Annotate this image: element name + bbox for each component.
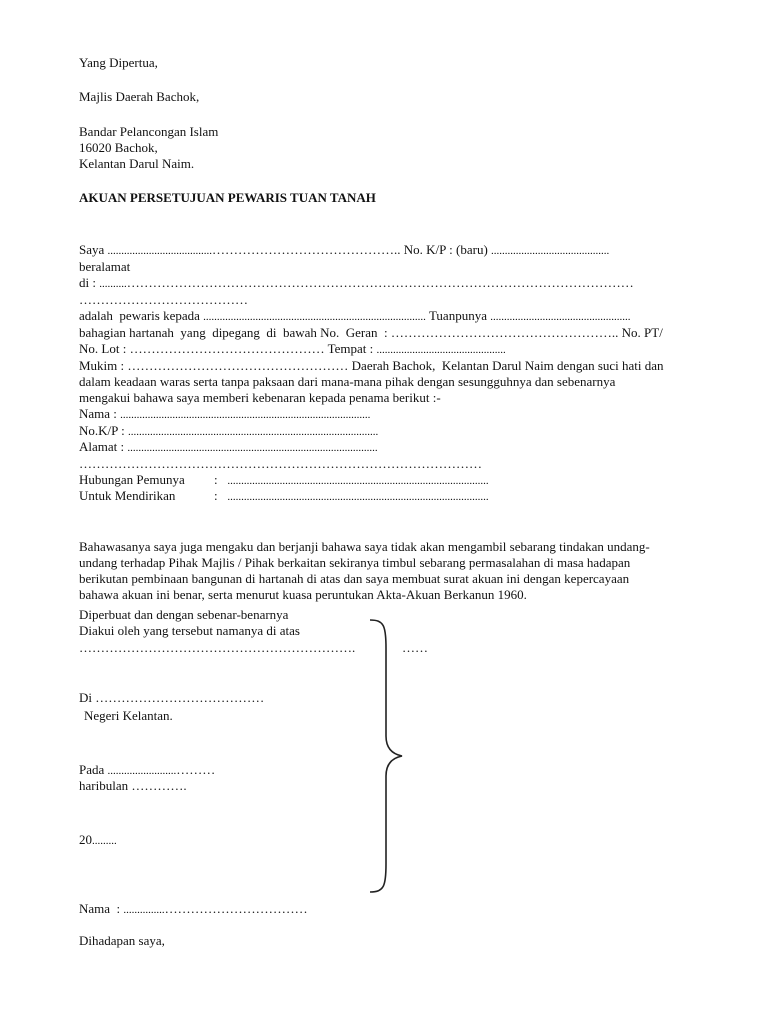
- beralamat-label: beralamat: [79, 259, 131, 274]
- nolot-line: [79, 341, 506, 358]
- year-dots: .........: [92, 835, 117, 847]
- nama-sign-line: [79, 901, 308, 918]
- mukim-line: [79, 358, 664, 374]
- diperbuat-line: Diperbuat dan dengan sebenar-benarnya: [79, 607, 289, 622]
- year-label: 20: [79, 832, 92, 847]
- nokp2-dots: ...........................................................................................: [128, 426, 379, 438]
- adalah-line: [79, 308, 630, 325]
- alamat-dots: ...........................................................................................: [127, 442, 378, 454]
- nama-colon: :: [113, 406, 117, 421]
- tuanpunya-label: Tuanpunya: [428, 308, 487, 323]
- document-title: AKUAN PERSETUJUAN PEWARIS TUAN TANAH: [79, 190, 376, 205]
- declaration-line-3: berikutan pembinaan bangunan di hartanah di atas dan saya membuat surat akuan ini dengan kepercayaan: [79, 571, 630, 586]
- address-line-4: 16020 Bachok,: [79, 140, 158, 155]
- di-line: [79, 275, 634, 292]
- adalah-dots: .................................................................................: [203, 311, 426, 323]
- curly-brace: [364, 618, 408, 894]
- saya-label: Saya: [79, 242, 105, 257]
- nama-row: [79, 406, 370, 423]
- alamat-row: [79, 439, 378, 456]
- address-line-2: Majlis Daerah Bachok,: [79, 89, 200, 104]
- geran-dots: ……………………………………………..: [390, 325, 619, 340]
- nolot-dots: ………………………………………: [129, 341, 325, 356]
- address-line-1: Yang Dipertua,: [79, 55, 158, 70]
- mengakui-line: mengakui bahawa saya memberi kebenaran kepada penama berikut :-: [79, 390, 441, 405]
- year-line: [79, 832, 117, 849]
- alamat-label: Alamat :: [79, 439, 125, 454]
- mendirikan-dots: ...............................................................................................: [227, 491, 489, 503]
- negeri-line: Negeri Kelantan.: [84, 708, 173, 723]
- pada-line: [79, 762, 215, 779]
- tuanpunya-dots: ...................................................: [490, 311, 631, 323]
- mendirikan-colon: :: [214, 488, 218, 503]
- keadaan-line: dalam keadaan waras serta tanpa paksaan dari mana-mana pihak dengan sesungguhnya dan sebenarnya: [79, 374, 616, 389]
- alamat-line-2: …………………………………………………………………………………: [79, 456, 482, 471]
- bahagian-label: bahagian hartanah yang dipegang di bawah No. Geran :: [79, 325, 388, 340]
- declaration-line-2: undang terhadap Pihak Majlis / Pihak berkaitan sekiranya timbul sebarang permasalahan di masa hadapan: [79, 555, 631, 570]
- mukim-label: Mukim :: [79, 358, 125, 373]
- mendirikan-label: Untuk Mendirikan: [79, 488, 176, 503]
- diakui-line: Diakui oleh yang tersebut namanya di atas: [79, 623, 300, 638]
- tempat-dots: ...............................................: [376, 344, 506, 356]
- nama-sign-dots-small: ...............: [123, 904, 165, 916]
- pada-dots-large: ………: [176, 762, 216, 777]
- nama-sign-dots-large: ……………………………: [164, 901, 308, 916]
- nopt-label: No. PT/: [621, 325, 663, 340]
- di-sign-label: Di: [79, 690, 92, 705]
- di-dots-small: ..........: [99, 278, 127, 290]
- mukim-rest: Daerah Bachok, Kelantan Darul Naim dengan suci hati dan: [351, 358, 664, 373]
- hubungan-field: [214, 472, 489, 489]
- hubungan-colon: :: [214, 472, 218, 487]
- address-line-5: Kelantan Darul Naim.: [79, 156, 195, 171]
- saya-line: [79, 242, 609, 259]
- di-sign-dots: …………………………………: [95, 690, 265, 705]
- nokp-label: No. K/P : (baru): [403, 242, 488, 257]
- nokp2-label: No.K/P :: [79, 423, 125, 438]
- pada-label: Pada: [79, 762, 105, 777]
- nokp2-row: [79, 423, 378, 440]
- address-line-3: Bandar Pelancongan Islam: [79, 124, 219, 139]
- di-line-2: …………………………………: [79, 292, 248, 307]
- declaration-line-4: bahawa akuan ini benar, serta menurut kuasa peruntukan Akta-Akuan Berkanun 1960.: [79, 587, 527, 602]
- di-sign-line: [79, 690, 264, 706]
- hubungan-label: Hubungan Pemunya: [79, 472, 185, 487]
- pada-dots-small: .........................: [107, 765, 177, 777]
- nama-dots: ...........................................................................................: [120, 409, 371, 421]
- di-label: di :: [79, 275, 96, 290]
- haribulan-line: haribulan ………….: [79, 778, 187, 793]
- mendirikan-field: [214, 488, 489, 505]
- nama-sign-label: Nama :: [79, 901, 121, 916]
- bahagian-line: [79, 325, 663, 341]
- hubungan-dots: ...............................................................................................: [227, 475, 489, 487]
- signature-dots: ……………………………………………………….: [79, 640, 356, 655]
- tempat-label: Tempat :: [327, 341, 374, 356]
- di-dots-large: ………………………………………………………………………………………………………: [126, 275, 634, 290]
- dihadapan-line: Dihadapan saya,: [79, 933, 165, 948]
- nolot-label: No. Lot :: [79, 341, 127, 356]
- saya-dots-small: ......................................: [107, 245, 213, 257]
- saya-dots-large: ……………………………………..: [212, 242, 401, 257]
- signature-dots-right: ……: [402, 640, 428, 655]
- nama-label: Nama: [79, 406, 111, 421]
- declaration-line-1: Bahawasanya saya juga mengaku dan berjanji bahawa saya tidak akan mengambil sebarang tindakan undang-: [79, 539, 650, 554]
- adalah-label: adalah pewaris kepada: [79, 308, 200, 323]
- mukim-dots: ……………………………………………: [127, 358, 349, 373]
- nokp-dots: ...........................................: [491, 245, 610, 257]
